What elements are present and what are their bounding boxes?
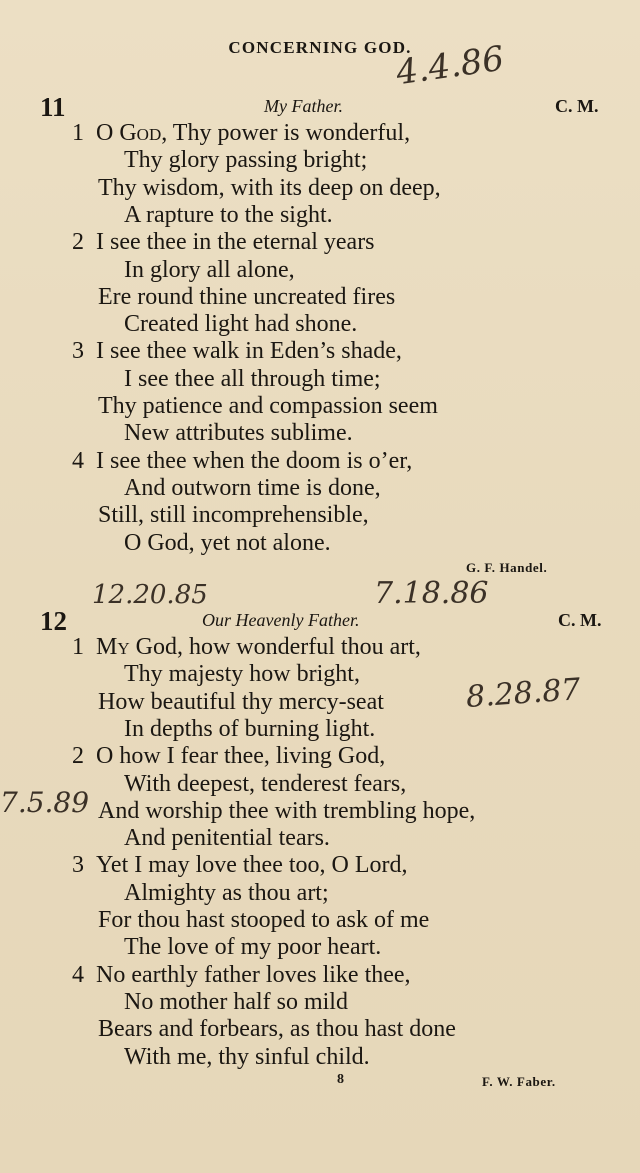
verse-line: With deepest, tenderest fears, (124, 770, 407, 797)
verse-line: Thy glory passing bright; (124, 147, 368, 174)
verse-first-line: I see thee walk in Eden’s shade, (96, 338, 402, 365)
verse-first-line: O how I fear thee, living God, (96, 743, 386, 770)
verse-first-line: I see thee in the eternal years (96, 229, 375, 256)
first-line-rest: God, how wonderful thou art, (129, 634, 421, 660)
hymn-title: My Father. (264, 96, 343, 116)
verse-line: No mother half so mild (124, 988, 348, 1015)
verse-number: 4 (72, 447, 84, 474)
verse-line: In glory all alone, (124, 256, 295, 283)
verse-line: A rapture to the sight. (124, 201, 333, 228)
verse-first-line: No earthly father loves like thee, (96, 961, 411, 988)
verse-number: 3 (72, 338, 84, 365)
verse-number: 1 (72, 634, 84, 660)
verse-line: And outworn time is done, (124, 474, 381, 501)
verse-first-line: I see thee when the doom is o’er, (96, 447, 413, 474)
page-number: 8 (337, 1072, 344, 1087)
verse-first-line: Yet I may love thee too, O Lord, (96, 852, 408, 879)
verse-number: 1 (72, 120, 84, 146)
hymn-number: 11 (40, 92, 66, 122)
handwritten-date-left: 12.20.85 (92, 580, 208, 610)
handwritten-date-top: 4.4.86 (393, 38, 507, 94)
verse-line: Thy wisdom, with its deep on deep, (98, 174, 441, 201)
verse-number: 2 (72, 229, 84, 256)
hymn-attribution: G. F. Handel. (466, 560, 548, 575)
verse-line: Bears and forbears, as thou hast done (98, 1016, 456, 1043)
verse-line: In depths of burning light. (124, 715, 376, 742)
verse-line: And penitential tears. (124, 825, 330, 852)
handwritten-date-margin-right: 8.28.87 (464, 672, 582, 715)
hymn-number: 12 (40, 606, 67, 636)
hymn-title: Our Heavenly Father. (202, 610, 360, 630)
verse-line: For thou hast stooped to ask of me (98, 907, 430, 933)
verse-line: O God, yet not alone. (124, 529, 331, 556)
verse-line: Created light had shone. (124, 311, 358, 338)
verse-line: Almighty as thou art; (124, 879, 329, 906)
verse-number: 3 (72, 852, 84, 879)
verse-line: How beautiful thy mercy-seat (98, 688, 384, 715)
first-word-initial: O G (96, 120, 137, 146)
verse-number: 2 (72, 743, 84, 770)
verse-line: New attributes sublime. (124, 420, 353, 447)
verse-first-line (96, 120, 410, 147)
handwritten-date-margin-left: 7.5.89 (0, 786, 90, 819)
hymn-meter: C. M. (555, 96, 599, 116)
verse-first-line (96, 634, 421, 661)
running-head: CONCERNING GOD. (228, 38, 412, 57)
verse-line: The love of my poor heart. (124, 934, 382, 961)
verse-line: Ere round thine uncreated fires (98, 283, 396, 310)
first-word-initial: M (96, 634, 118, 660)
first-word-smallcaps: y (117, 634, 130, 660)
verse-line: Thy patience and compassion seem (98, 393, 438, 419)
first-word-smallcaps: od (136, 120, 162, 146)
first-line-rest: , Thy power is wonderful, (161, 120, 411, 146)
verse-number: 4 (72, 961, 84, 988)
handwritten-date-right: 7.18.86 (374, 576, 489, 611)
hymn-meter: C. M. (558, 610, 602, 630)
verse-line: I see thee all through time; (124, 365, 381, 392)
verse-line: Thy majesty how bright, (124, 661, 360, 688)
verse-line: With me, thy sinful child. (124, 1043, 370, 1070)
hymn-attribution: F. W. Faber. (482, 1074, 556, 1089)
verse-line: Still, still incomprehensible, (98, 502, 369, 529)
verse-line: And worship thee with trembling hope, (98, 797, 476, 824)
